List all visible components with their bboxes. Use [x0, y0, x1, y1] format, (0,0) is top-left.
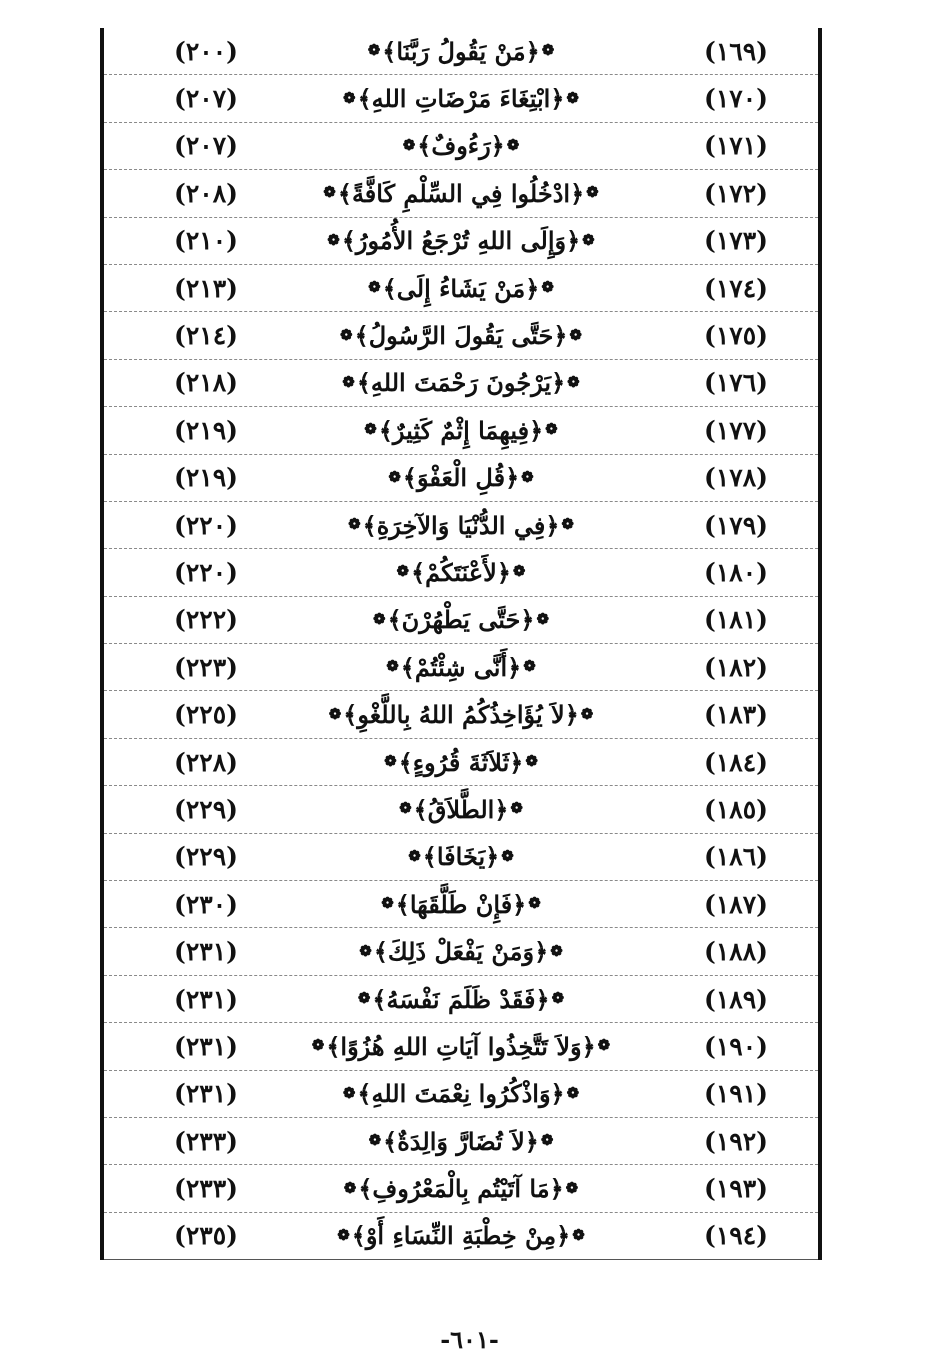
flower-ornament-icon: ❁ [337, 1225, 350, 1244]
close-bracket: ﴾ [354, 321, 369, 351]
flower-ornament-icon: ❁ [359, 941, 372, 960]
flower-ornament-icon: ❁ [521, 467, 534, 486]
close-bracket: ﴾ [383, 1126, 398, 1156]
open-bracket: ﴿ [564, 700, 579, 730]
flower-ornament-icon: ❁ [566, 1083, 580, 1102]
table-row [104, 1023, 818, 1070]
open-bracket: ﴿ [525, 36, 540, 66]
quranic-phrase [254, 170, 668, 216]
entry-number: (١٨٨) [704, 937, 768, 967]
page-reference: (٢١٣) [174, 273, 238, 303]
page-reference: (٢١٨) [174, 368, 238, 398]
flower-ornament-icon: ❁ [386, 657, 399, 676]
quranic-phrase [254, 549, 668, 595]
table-row [104, 976, 818, 1023]
flower-ornament-icon: ❁ [525, 752, 538, 771]
phrase-text: مَا آتَيْتُم بِالْمَعْرُوفِ [372, 1174, 550, 1204]
flower-ornament-icon: ❁ [399, 799, 412, 818]
page-reference: (٢٢٣) [174, 652, 238, 682]
entry-number: (١٨٢) [704, 652, 768, 682]
entry-number: (١٧١) [704, 131, 768, 161]
index-table [100, 28, 822, 1260]
close-bracket: ﴾ [378, 415, 393, 445]
close-bracket: ﴾ [411, 557, 426, 587]
entry-number: (١٩٤) [704, 1221, 768, 1251]
phrase-text: حَتَّى يَطْهُرْنَ [401, 605, 521, 635]
quranic-phrase [254, 1071, 668, 1117]
table-row [104, 691, 818, 738]
flower-ornament-icon: ❁ [541, 278, 554, 297]
quranic-phrase [254, 218, 668, 264]
entry-number: (١٨٣) [704, 700, 768, 730]
flower-ornament-icon: ❁ [561, 515, 574, 534]
flower-ornament-icon: ❁ [348, 515, 361, 534]
flower-ornament-icon: ❁ [545, 420, 558, 439]
close-bracket: ﴾ [417, 131, 432, 161]
quranic-phrase [254, 881, 668, 927]
page-reference: (٢٢٩) [174, 794, 238, 824]
table-row [104, 739, 818, 786]
phrase-text: قُلِ الْعَفْوَ [416, 463, 506, 493]
close-bracket: ﴾ [400, 652, 415, 682]
flower-ornament-icon: ❁ [340, 325, 353, 344]
quranic-phrase [254, 976, 668, 1022]
entry-number: (١٧٠) [704, 84, 768, 114]
flower-ornament-icon: ❁ [572, 1225, 585, 1244]
page-number: -٦٠١- [440, 1325, 499, 1354]
flower-ornament-icon: ❁ [408, 846, 421, 865]
flower-ornament-icon: ❁ [536, 609, 550, 628]
open-bracket: ﴿ [525, 273, 540, 303]
close-bracket: ﴾ [337, 178, 352, 208]
table-row [104, 644, 818, 691]
close-bracket: ﴾ [341, 226, 356, 256]
flower-ornament-icon: ❁ [364, 420, 377, 439]
quranic-phrase [254, 28, 668, 74]
table-row [104, 1213, 818, 1260]
open-bracket: ﴿ [512, 889, 527, 919]
page-reference: (٢٠٧) [174, 84, 238, 114]
quranic-phrase [254, 597, 668, 643]
table-row [104, 1165, 818, 1212]
phrase-text: مَنْ يَقُولُ رَبَّنَا [396, 36, 526, 66]
close-bracket: ﴾ [422, 842, 437, 872]
phrase-text: فَإِنْ طَلَّقَهَا [409, 889, 513, 919]
entry-number: (١٧٩) [704, 510, 768, 540]
entry-number: (١٩٠) [704, 1031, 768, 1061]
page-reference: (٢٣١) [174, 937, 238, 967]
quranic-phrase [254, 407, 668, 453]
page-reference: (٢٢٢) [174, 605, 238, 635]
quranic-phrase [254, 1213, 668, 1259]
quranic-phrase [254, 739, 668, 785]
close-bracket: ﴾ [402, 463, 417, 493]
flower-ornament-icon: ❁ [512, 562, 526, 581]
phrase-text: وَإِلَى اللهِ تُرْجَعُ الأُمُورُ [355, 226, 567, 256]
flower-ornament-icon: ❁ [523, 657, 536, 676]
entry-number: (١٩١) [704, 1079, 768, 1109]
phrase-text: الطَّلاَقُ [427, 794, 495, 824]
quranic-phrase [254, 360, 668, 406]
table-row [104, 312, 818, 359]
phrase-text: مِنْ خِطْبَةِ النِّسَاءِ أَوْ [365, 1221, 557, 1251]
quranic-phrase [254, 1118, 668, 1164]
phrase-text: وَاذْكُرُوا نِعْمَتَ اللهِ [371, 1079, 551, 1109]
open-bracket: ﴿ [524, 1126, 539, 1156]
entry-number: (١٨٥) [704, 794, 768, 824]
phrase-text: لاَ يُؤَاخِذُكُمُ اللهُ بِاللَّغْوِ [357, 700, 565, 730]
open-bracket: ﴿ [550, 1079, 565, 1109]
open-bracket: ﴿ [529, 415, 544, 445]
quranic-phrase [254, 312, 668, 358]
quranic-phrase [254, 265, 668, 311]
phrase-text: وَمَنْ يَفْعَلْ ذَلِكَ [387, 937, 535, 967]
flower-ornament-icon: ❁ [381, 894, 394, 913]
entry-number: (١٨٠) [704, 557, 768, 587]
page-reference: (٢١٩) [174, 463, 238, 493]
entry-number: (١٨٤) [704, 747, 768, 777]
quranic-phrase [254, 786, 668, 832]
phrase-text: لأَعْنَتَكُمْ [425, 557, 497, 587]
quranic-phrase [254, 1165, 668, 1211]
open-bracket: ﴿ [566, 226, 581, 256]
flower-ornament-icon: ❁ [510, 799, 523, 818]
flower-ornament-icon: ❁ [368, 278, 381, 297]
flower-ornament-icon: ❁ [528, 894, 541, 913]
flower-ornament-icon: ❁ [328, 704, 342, 723]
phrase-text: أَنَّى شِئْتُمْ [414, 652, 508, 682]
close-bracket: ﴾ [356, 368, 371, 398]
flower-ornament-icon: ❁ [565, 1178, 579, 1197]
page-reference: (٢٢٠) [174, 557, 238, 587]
phrase-text: رَءُوفٌ [431, 131, 491, 161]
flower-ornament-icon: ❁ [597, 1036, 611, 1055]
close-bracket: ﴾ [362, 510, 377, 540]
table-row [104, 28, 818, 75]
page-reference: (٢٣١) [174, 1079, 238, 1109]
phrase-text: فَقَدْ ظَلَمَ نَفْسَهُ [386, 984, 536, 1014]
flower-ornament-icon: ❁ [569, 325, 582, 344]
table-row [104, 881, 818, 928]
flower-ornament-icon: ❁ [551, 989, 565, 1007]
flower-ornament-icon: ❁ [323, 183, 336, 202]
quranic-phrase [254, 691, 668, 737]
flower-ornament-icon: ❁ [580, 704, 594, 723]
page-reference: (٢٠٧) [174, 131, 238, 161]
entry-number: (١٧٥) [704, 321, 768, 351]
flower-ornament-icon: ❁ [550, 941, 563, 960]
close-bracket: ﴾ [357, 1079, 372, 1109]
phrase-text: لاَ تُضَارَّ وَالِدَةٌ [397, 1126, 525, 1156]
open-bracket: ﴿ [494, 794, 509, 824]
quranic-phrase [254, 644, 668, 690]
page-reference: (٢١٠) [174, 226, 238, 256]
page-reference: (٢٣٣) [174, 1126, 238, 1156]
flower-ornament-icon: ❁ [367, 41, 381, 60]
close-bracket: ﴾ [382, 273, 397, 303]
table-row [104, 170, 818, 217]
page-reference: (٢٢٩) [174, 842, 238, 872]
flower-ornament-icon: ❁ [357, 989, 371, 1007]
open-bracket: ﴿ [551, 368, 566, 398]
close-bracket: ﴾ [372, 984, 387, 1014]
open-bracket: ﴿ [505, 463, 520, 493]
table-row [104, 928, 818, 975]
phrase-text: مَنْ يَشَاءُ إِلَى [396, 273, 526, 303]
close-bracket: ﴾ [398, 747, 413, 777]
table-row [104, 123, 818, 170]
entry-number: (١٩٢) [704, 1126, 768, 1156]
entry-number: (١٧٦) [704, 368, 768, 398]
phrase-text: فِي الدُّنْيَا وَالآخِرَةِ [376, 510, 546, 540]
close-bracket: ﴾ [326, 1031, 341, 1061]
phrase-text: ابْتِغَاءَ مَرْضَاتِ اللهِ [371, 84, 551, 114]
close-bracket: ﴾ [382, 36, 397, 66]
flower-ornament-icon: ❁ [586, 183, 599, 202]
table-row [104, 786, 818, 833]
close-bracket: ﴾ [413, 794, 428, 824]
table-row [104, 502, 818, 549]
close-bracket: ﴾ [387, 605, 402, 635]
flower-ornament-icon: ❁ [540, 1131, 554, 1150]
quranic-phrase [254, 834, 668, 880]
table-row [104, 360, 818, 407]
flower-ornament-icon: ❁ [541, 41, 555, 60]
flower-ornament-icon: ❁ [327, 230, 340, 249]
entry-number: (١٩٣) [704, 1174, 768, 1204]
close-bracket: ﴾ [343, 700, 358, 730]
table-row [104, 549, 818, 596]
page-reference: (٢٢٠) [174, 510, 238, 540]
open-bracket: ﴿ [570, 178, 585, 208]
quranic-phrase [254, 928, 668, 974]
quranic-phrase [254, 1023, 668, 1069]
flower-ornament-icon: ❁ [384, 752, 397, 771]
flower-ornament-icon: ❁ [368, 1131, 382, 1150]
open-bracket: ﴿ [534, 937, 549, 967]
entry-number: (١٧٣) [704, 226, 768, 256]
table-row [104, 597, 818, 644]
phrase-text: ثَلاَثَةَ قُرُوءٍ [412, 747, 510, 777]
open-bracket: ﴿ [520, 605, 535, 635]
page-reference: (٢١٤) [174, 321, 238, 351]
flower-ornament-icon: ❁ [343, 88, 356, 107]
entry-number: (١٨٧) [704, 889, 768, 919]
open-bracket: ﴿ [490, 131, 505, 161]
phrase-text: يَرْجُونَ رَحْمَتَ اللهِ [370, 368, 552, 398]
quranic-phrase [254, 75, 668, 121]
flower-ornament-icon: ❁ [501, 846, 514, 865]
entry-number: (١٨٩) [704, 984, 768, 1014]
open-bracket: ﴿ [535, 984, 550, 1014]
close-bracket: ﴾ [351, 1221, 366, 1251]
open-bracket: ﴿ [553, 321, 568, 351]
open-bracket: ﴿ [581, 1031, 596, 1061]
flower-ornament-icon: ❁ [342, 372, 355, 391]
entry-number: (١٦٩) [704, 36, 768, 66]
entry-number: (١٧٨) [704, 463, 768, 493]
page-reference: (٢٠٨) [174, 178, 238, 208]
quranic-phrase [254, 123, 668, 169]
page-reference: (٢٣٥) [174, 1221, 238, 1251]
entry-number: (١٨١) [704, 605, 768, 635]
flower-ornament-icon: ❁ [373, 609, 386, 628]
page-reference: (٢٣١) [174, 984, 238, 1014]
open-bracket: ﴿ [509, 747, 524, 777]
open-bracket: ﴿ [496, 557, 511, 587]
close-bracket: ﴾ [358, 1174, 373, 1204]
quranic-phrase [254, 455, 668, 501]
flower-ornament-icon: ❁ [506, 135, 520, 154]
page-reference: (٢٢٥) [174, 700, 238, 730]
flower-ornament-icon: ❁ [582, 230, 595, 249]
phrase-text: فِيهِمَا إِثْمٌ كَثِيرٌ [392, 415, 530, 445]
open-bracket: ﴿ [549, 1174, 564, 1204]
table-row [104, 265, 818, 312]
open-bracket: ﴿ [507, 652, 522, 682]
flower-ornament-icon: ❁ [388, 467, 401, 486]
table-row [104, 834, 818, 881]
close-bracket: ﴾ [395, 889, 410, 919]
flower-ornament-icon: ❁ [566, 88, 579, 107]
phrase-text: يَخَافَا [436, 842, 486, 872]
table-row [104, 407, 818, 454]
page-reference: (٢٢٨) [174, 747, 238, 777]
page-reference: (٢٣١) [174, 1031, 238, 1061]
entry-number: (١٨٦) [704, 842, 768, 872]
table-row [104, 218, 818, 265]
table-row [104, 1071, 818, 1118]
table-row [104, 1118, 818, 1165]
flower-ornament-icon: ❁ [342, 1083, 356, 1102]
flower-ornament-icon: ❁ [311, 1036, 325, 1055]
flower-ornament-icon: ❁ [343, 1178, 357, 1197]
page-reference: (٢٣٠) [174, 889, 238, 919]
close-bracket: ﴾ [373, 937, 388, 967]
phrase-text: وَلاَ تَتَّخِذُوا آيَاتِ اللهِ هُزُوًا [340, 1031, 582, 1061]
entry-number: (١٧٧) [704, 415, 768, 445]
page-reference: (٢٣٣) [174, 1174, 238, 1204]
phrase-text: حَتَّى يَقُولَ الرَّسُولُ [368, 321, 554, 351]
page-reference: (٢١٩) [174, 415, 238, 445]
open-bracket: ﴿ [556, 1221, 571, 1251]
page-reference: (٢٠٠) [174, 36, 238, 66]
open-bracket: ﴿ [485, 842, 500, 872]
table-row [104, 75, 818, 122]
entry-number: (١٧٢) [704, 178, 768, 208]
flower-ornament-icon: ❁ [402, 135, 416, 154]
close-bracket: ﴾ [357, 84, 372, 114]
flower-ornament-icon: ❁ [567, 372, 580, 391]
table-row [104, 455, 818, 502]
open-bracket: ﴿ [550, 84, 565, 114]
phrase-text: ادْخُلُوا فِي السِّلْمِ كَافَّةً [351, 178, 571, 208]
quranic-phrase [254, 502, 668, 548]
open-bracket: ﴿ [545, 510, 560, 540]
flower-ornament-icon: ❁ [396, 562, 410, 581]
entry-number: (١٧٤) [704, 273, 768, 303]
